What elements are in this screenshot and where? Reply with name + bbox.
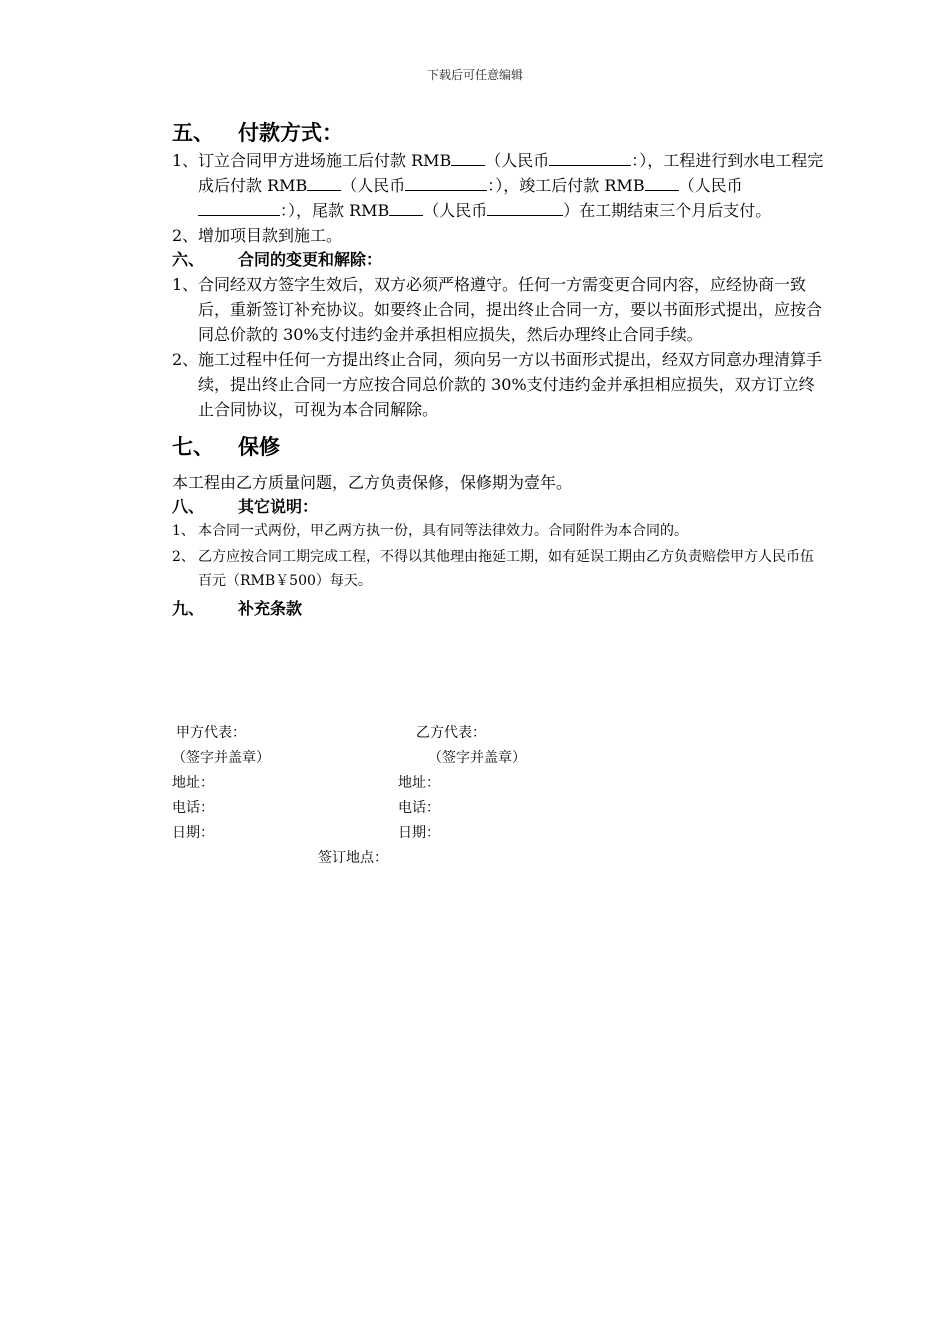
- text-part: （人民币: [485, 151, 550, 170]
- item-index: 1、: [172, 275, 199, 294]
- amount-blank: [307, 174, 341, 191]
- item-index: 1、: [172, 523, 195, 539]
- section-6-heading: [172, 248, 824, 272]
- amount-blank: [451, 149, 485, 166]
- party-b-rep-label: 乙方代表：: [416, 725, 486, 741]
- item-index: 1、: [172, 151, 199, 170]
- section-8-number: 八、: [172, 497, 205, 516]
- section-9-title: 补充条款: [238, 599, 303, 618]
- party-a-phone-label: 电话：: [172, 800, 214, 816]
- item-index: 2、: [172, 226, 199, 245]
- amount-blank: [645, 174, 679, 191]
- section-5-heading: [172, 118, 824, 148]
- item-text: 施工过程中任何一方提出终止合同，须向另一方以书面形式提出，经双方同意办理清算手续，提出终止合同一方应按合同总价款的 30%支付违约金并承担相应损失，双方订立终止合同协议，可视为本合同解除。: [198, 350, 823, 419]
- party-a-date-label: 日期：: [172, 825, 214, 841]
- party-b-phone-label: 电话：: [398, 800, 440, 816]
- text-part: ：），工程进行到水电工程完成后付款 RMB: [198, 151, 824, 195]
- warranty-text: 本工程由乙方质量问题，乙方负责保修，保修期为壹年。: [172, 473, 573, 492]
- party-b-address-label: 地址：: [398, 775, 440, 791]
- section-7-heading: [172, 432, 824, 462]
- list-item: [172, 272, 824, 347]
- item-index: 2、: [172, 549, 195, 565]
- item-text: 乙方应按合同工期完成工程，不得以其他理由拖延工期，如有延误工期由乙方负责赔偿甲方人民币伍百元（RMB￥500）每天。: [198, 549, 814, 589]
- section-9-heading: [172, 597, 824, 621]
- list-item: [172, 148, 824, 223]
- list-item: [172, 223, 824, 248]
- text-part: ：），竣工后付款 RMB: [487, 176, 645, 195]
- section-7-title: 保修: [238, 435, 280, 459]
- item-index: 2、: [172, 350, 199, 369]
- text-part: 订立合同甲方进场施工后付款 RMB: [198, 151, 452, 170]
- amount-blank: [549, 149, 631, 166]
- text-part: （人民币: [423, 201, 488, 220]
- section-6-title: 合同的变更和解除：: [238, 250, 383, 269]
- text-part: （人民币: [341, 176, 406, 195]
- section-7-number: 七、: [172, 435, 214, 459]
- section-5-title: 付款方式：: [238, 121, 343, 145]
- item-text: 本合同一式两份，甲乙两方执一份，具有同等法律效力。合同附件为本合同的。: [198, 523, 688, 539]
- amount-blank: [405, 174, 487, 191]
- contract-body: [172, 118, 824, 621]
- section-6-number: 六、: [172, 250, 205, 269]
- section-5-number: 五、: [172, 121, 214, 145]
- text-part: ：），尾款 RMB: [280, 201, 390, 220]
- party-b-date-label: 日期：: [398, 825, 440, 841]
- amount-blank: [389, 199, 423, 216]
- section-8-title: 其它说明：: [238, 497, 319, 516]
- item-text: 增加项目款到施工。: [198, 226, 343, 245]
- party-a-sign-seal: （签字并盖章）: [172, 750, 270, 766]
- text-part: （人民币: [678, 176, 743, 195]
- party-b-sign-seal: （签字并盖章）: [428, 750, 526, 766]
- payment-terms-text: [198, 148, 824, 223]
- list-item: [172, 545, 824, 593]
- page-header-note: 下载后可任意编辑: [426, 68, 523, 82]
- list-item: [172, 347, 824, 422]
- signing-place-label: 签订地点：: [318, 850, 388, 866]
- list-item: [172, 519, 824, 543]
- text-part: ）在工期结束三个月后支付。: [563, 201, 772, 220]
- amount-blank: [487, 199, 563, 216]
- item-text: 合同经双方签字生效后，双方必须严格遵守。任何一方需变更合同内容，应经协商一致后，重新签订补充协议。如要终止合同，提出终止合同一方，要以书面形式提出，应按合同总价款的 30%支付违约金并承担相应损失，然后办理终止合同手续。: [198, 275, 823, 344]
- amount-blank: [198, 199, 280, 216]
- section-8-heading: [172, 495, 824, 519]
- section-9-number: 九、: [172, 599, 205, 618]
- party-a-address-label: 地址：: [172, 775, 214, 791]
- party-a-rep-label: 甲方代表：: [176, 725, 246, 741]
